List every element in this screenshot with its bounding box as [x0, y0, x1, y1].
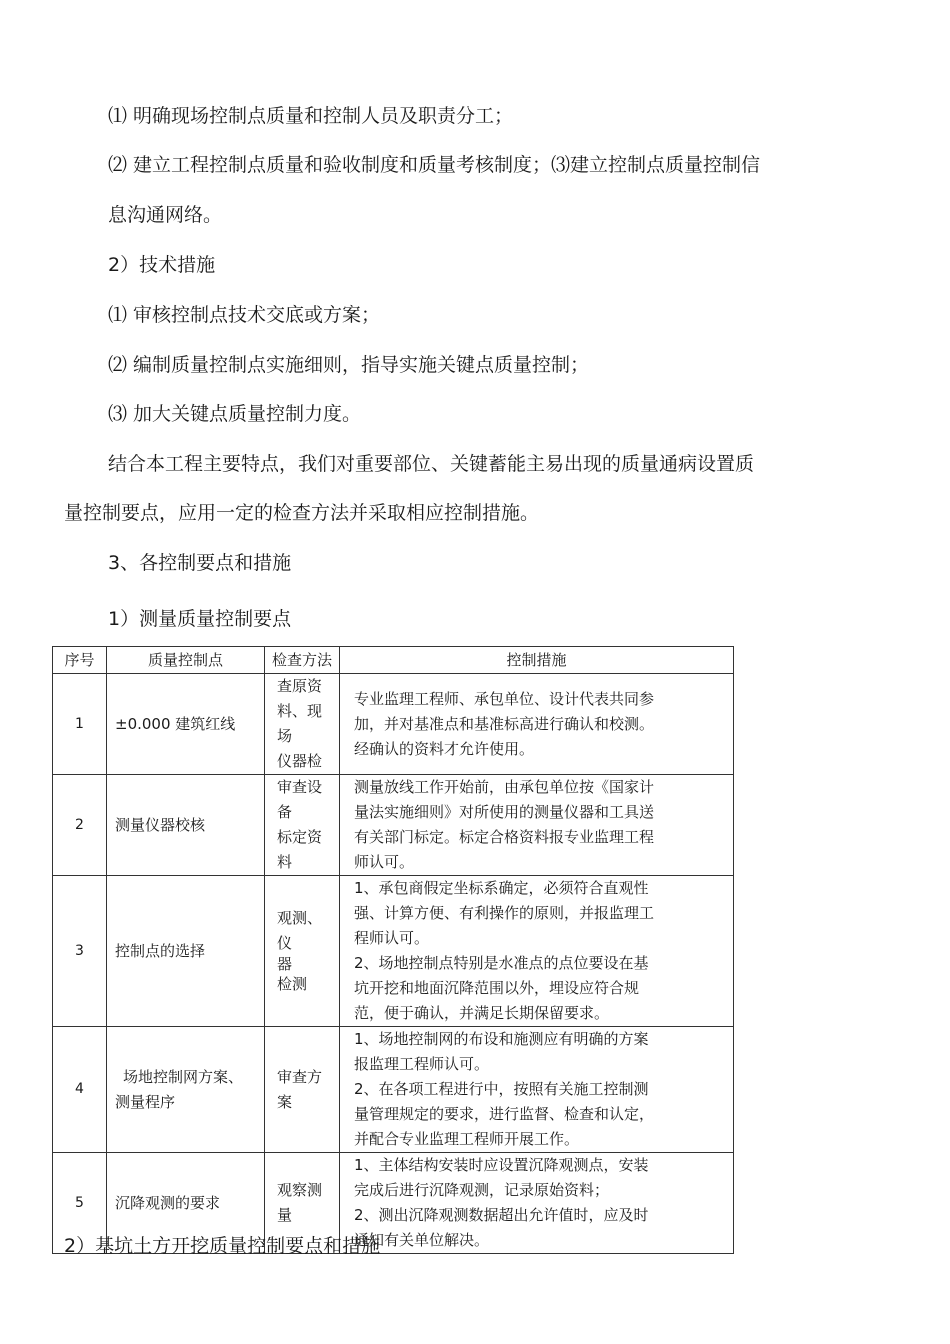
section3-heading: 3、各控制要点和措施: [108, 552, 292, 574]
measure-line: 1、主体结构安装时应设置沉降观测点，安装: [354, 1156, 649, 1174]
header-point: 质量控制点: [107, 647, 265, 674]
measure-line: 并配合专业监理工程师开展工作。: [354, 1130, 580, 1148]
row-point: [107, 1027, 265, 1153]
measure-line: 加，并对基准点和基准标高进行确认和校测。: [354, 714, 655, 733]
row-point: 沉降观测的要求: [107, 1153, 265, 1254]
method-line: 观察测量: [277, 1181, 323, 1224]
row-point: 测量仪器校核: [107, 775, 265, 876]
measure-line: 坑开挖和地面沉降范围以外，埋设应符合规: [354, 979, 640, 997]
tech-measure-1: ⑴ 审核控制点技术交底或方案；: [108, 304, 381, 326]
row-seq: 1: [53, 674, 107, 775]
row-measures: [340, 1027, 734, 1153]
method-line: 检测: [277, 974, 308, 993]
org-measure-2-line1: ⑵ 建立工程控制点质量和验收制度和质量考核制度；⑶建立控制点质量控制信: [108, 154, 761, 176]
row-method: [265, 775, 340, 876]
row-point: ±0.000 建筑红线: [107, 674, 265, 775]
measure-line: 范，便于确认，并满足长期保留要求。: [354, 1004, 610, 1022]
table-header-row: [53, 647, 734, 674]
point-line: 场地控制网方案、: [123, 1067, 244, 1086]
summary-line2: 量控制要点，应用一定的检查方法并采取相应控制措施。: [64, 502, 540, 524]
header-method: 检查方法: [265, 647, 340, 674]
header-measures: 控制措施: [340, 647, 734, 674]
method-line: 观测、仪: [277, 908, 323, 952]
sub2-heading: 2）基坑土方开挖质量控制要点和措施: [64, 1235, 381, 1257]
measure-line: 强、计算方便、有利操作的原则，并报监理工: [354, 904, 655, 922]
measure-line: 专业监理工程师、承包单位、设计代表共同参: [354, 689, 655, 708]
measure-line: 完成后进行沉降观测，记录原始资料；: [354, 1181, 610, 1199]
measure-line: 2、在各项工程进行中，按照有关施工控制测: [354, 1080, 649, 1098]
org-measure-2-line2: 息沟通网络。: [108, 204, 223, 226]
method-line: 查原资: [277, 677, 323, 695]
measure-line: 师认可。: [354, 853, 415, 871]
measure-line: 量法实施细则》对所使用的测量仪器和工具送: [354, 803, 655, 821]
method-line: 审查方案: [277, 1067, 323, 1111]
row-method: [265, 1027, 340, 1153]
measure-line: 2、场地控制点特别是水准点的点位要设在基: [354, 954, 649, 972]
row-measures: [340, 775, 734, 876]
table-row: [53, 876, 734, 1027]
row-seq: 3: [53, 876, 107, 1027]
method-line: 料、现场: [277, 702, 323, 745]
sub1-heading: 1）测量质量控制要点: [108, 608, 292, 630]
measurement-control-table: [52, 646, 734, 1254]
row-seq: 4: [53, 1027, 107, 1153]
row-measures: [340, 1153, 734, 1254]
measure-line: 量管理规定的要求，进行监督、检查和认定，: [354, 1105, 655, 1123]
measure-line: 报监理工程师认可。: [354, 1055, 490, 1073]
measure-line: 测量放线工作开始前，由承包单位按《国家计: [354, 778, 655, 796]
method-line: 器: [277, 954, 293, 973]
measure-line: 1、场地控制网的布设和施测应有明确的方案: [354, 1030, 649, 1048]
row-method: [265, 674, 340, 775]
measure-line: 1、承包商假定坐标系确定，必须符合直观性: [354, 879, 649, 897]
tech-measure-2: ⑵ 编制质量控制点实施细则，指导实施关键点质量控制；: [108, 354, 590, 376]
tech-measure-3: ⑶ 加大关键点质量控制力度。: [108, 403, 362, 425]
measure-line: 程师认可。: [354, 929, 430, 947]
row-measures: [340, 674, 734, 775]
measure-line: 2、测出沉降观测数据超出允许值时，应及时: [354, 1206, 649, 1224]
tech-measures-heading: 2）技术措施: [108, 254, 216, 276]
table-row: [53, 674, 734, 775]
method-line: 审查设备: [277, 778, 323, 821]
measure-line: 经确认的资料才允许使用。: [354, 739, 535, 758]
row-seq: 2: [53, 775, 107, 876]
row-seq: 5: [53, 1153, 107, 1254]
row-measures: [340, 876, 734, 1027]
table-row: [53, 1027, 734, 1153]
point-line: 测量程序: [115, 1092, 176, 1111]
summary-line1: 结合本工程主要特点，我们对重要部位、关键蓄能主易出现的质量通病设置质: [108, 453, 755, 475]
measure-line: 通知有关单位解决。: [354, 1231, 490, 1249]
org-measure-1: ⑴ 明确现场控制点质量和控制人员及职责分工；: [108, 105, 514, 127]
measure-line: 有关部门标定。标定合格资料报专业监理工程: [354, 828, 655, 846]
header-seq: 序号: [53, 647, 107, 674]
row-method: [265, 876, 340, 1027]
method-line: 仪器检: [277, 752, 323, 770]
method-line: 标定资料: [277, 828, 323, 871]
table-row: [53, 775, 734, 876]
row-point: 控制点的选择: [107, 876, 265, 1027]
